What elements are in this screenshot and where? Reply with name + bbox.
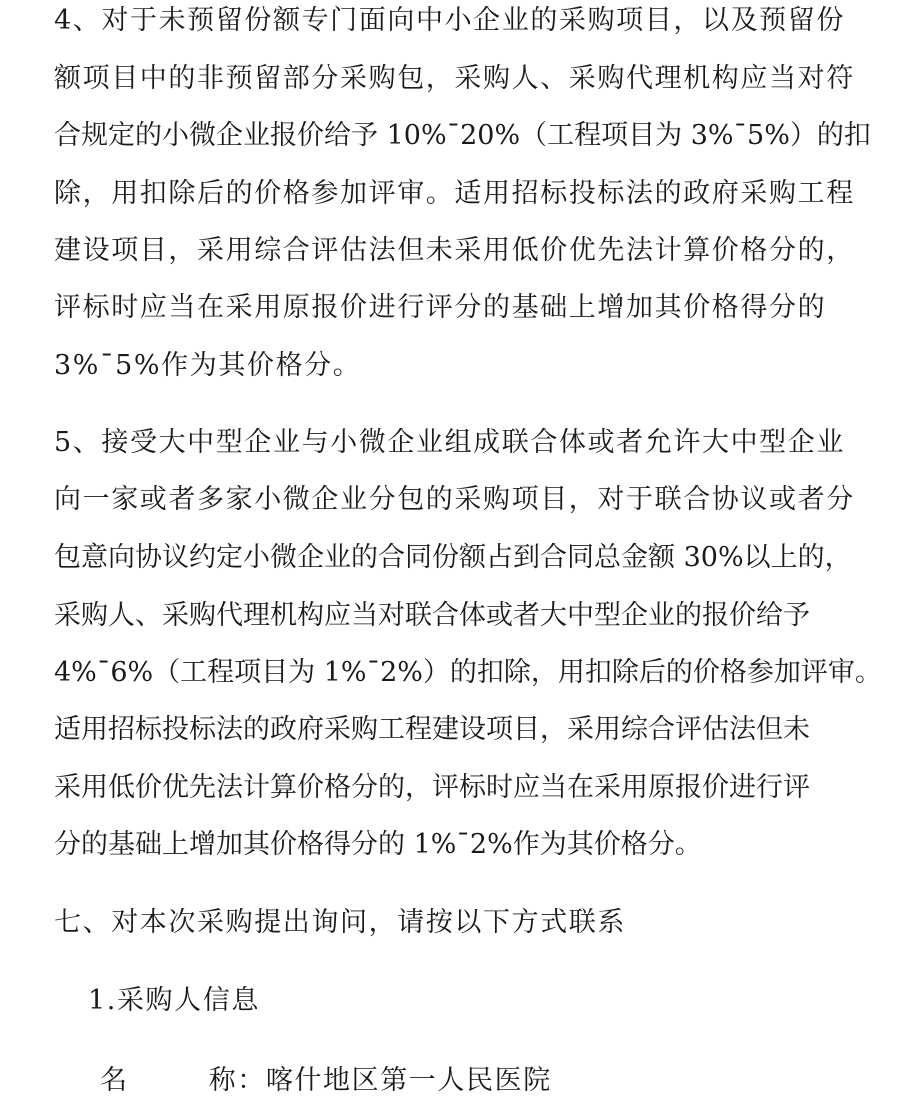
paragraph-5-line-6: 适用招标投标法的政府采购工程建设项目，采用综合评估法但未 [54, 714, 810, 745]
purchaser-info-heading: 1.采购人信息 [88, 985, 260, 1016]
paragraph-4-line-4: 除，用扣除后的价格参加评审。适用招标投标法的政府采购工程 [54, 178, 855, 209]
paragraph-5-line-7: 采用低价优先法计算价格分的，评标时应当在采用原报价进行评 [54, 772, 810, 803]
name-label-second: 称： [208, 1065, 266, 1096]
purchaser-name-value: 喀什地区第一人民医院 [265, 1065, 552, 1096]
paragraph-4-line-3: 合规定的小微企业报价给予 10%¯20%（工程项目为 3%¯5%）的扣 [54, 120, 871, 151]
paragraph-4-line-5: 建设项目，采用综合评估法但未采用低价优先法计算价格分的， [54, 235, 855, 266]
purchaser-name-row [100, 1063, 552, 1099]
name-label-first: 名 [100, 1065, 129, 1096]
paragraph-5-line-1: 5、接受大中型企业与小微企业组成联合体或者允许大中型企业 [54, 427, 845, 458]
paragraph-5-line-3: 包意向协议约定小微企业的合同份额占到合同总金额 30%以上的， [54, 542, 852, 573]
paragraph-4-line-1: 4、对于未预留份额专门面向中小企业的采购项目，以及预留份 [54, 5, 845, 36]
paragraph-4-line-2: 额项目中的非预留部分采购包，采购人、采购代理机构应当对符 [54, 63, 855, 94]
paragraph-4-line-7: 3%¯5%作为其价格分。 [54, 350, 362, 381]
section-7-heading: 七、对本次采购提出询问，请按以下方式联系 [54, 907, 626, 938]
paragraph-5-line-5: 4%¯6%（工程项目为 1%¯2%）的扣除，用扣除后的价格参加评审。 [54, 657, 882, 688]
paragraph-4-line-6: 评标时应当在采用原报价进行评分的基础上增加其价格得分的 [54, 292, 827, 323]
paragraph-5-line-8: 分的基础上增加其价格得分的 1%¯2%作为其价格分。 [54, 829, 702, 860]
paragraph-5-line-2: 向一家或者多家小微企业分包的采购项目，对于联合协议或者分 [54, 484, 855, 515]
paragraph-5-line-4: 采购人、采购代理机构应当对联合体或者大中型企业的报价给予 [54, 600, 810, 631]
